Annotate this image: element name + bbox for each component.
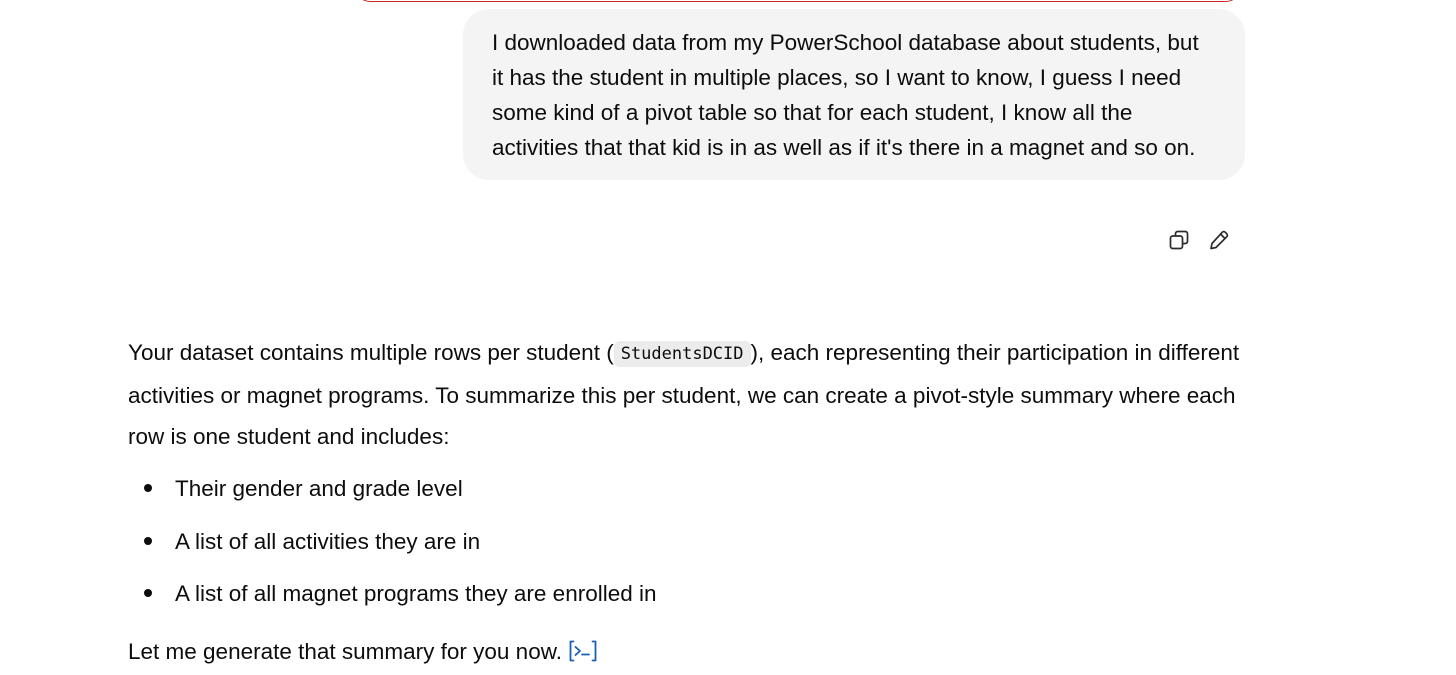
list-item: Their gender and grade level: [128, 468, 1258, 521]
message-actions: [1164, 226, 1234, 254]
inline-code: StudentsDCID: [614, 341, 751, 367]
intro-after-code: ), each representing their participation in different activities or magnet programs. To summarize this per student, we can create a pivot-style summary where each row is one student and includes:: [128, 340, 1240, 449]
closing-text: Let me generate that summary for you now.: [128, 638, 562, 664]
pencil-icon: [1207, 228, 1231, 252]
code-analysis-icon[interactable]: [568, 639, 598, 663]
list-item: A list of all activities they are in: [128, 521, 1258, 574]
list-item: A list of all magnet programs they are enrolled in: [128, 573, 1258, 626]
edit-button[interactable]: [1204, 226, 1234, 254]
user-message-bubble: [463, 9, 1245, 180]
previous-content-frame: [356, 0, 1240, 2]
copy-button[interactable]: [1164, 226, 1194, 254]
assistant-closing: [128, 631, 1258, 672]
assistant-message: [128, 332, 1258, 672]
user-message-text: I downloaded data from my PowerSchool database about students, but it has the student in multiple places, so I want to know, I guess I need some kind of a pivot table so that for each student, I know all the activities that that kid is in as well as if it's there in a magnet and so on.: [492, 30, 1199, 160]
intro-before-code: Your dataset contains multiple rows per student (: [128, 340, 614, 365]
assistant-intro: [128, 332, 1258, 457]
copy-icon: [1167, 228, 1191, 252]
bullet-list: [128, 468, 1258, 626]
